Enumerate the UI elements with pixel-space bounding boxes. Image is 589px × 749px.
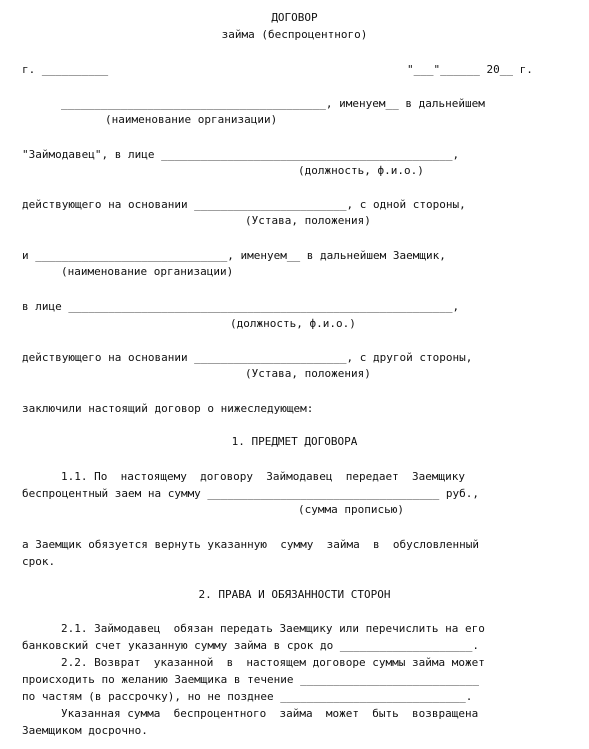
lender-basis-hint: (Устава, положения) <box>245 214 371 227</box>
clause-2-1-line2: банковский счет указанную сумму займа в срок до ____________________. <box>22 639 479 652</box>
concluded-line: заключили настоящий договор о нижеследующем: <box>22 402 314 415</box>
party1-hint: (наименование организации) <box>105 113 278 126</box>
section1-heading: 1. ПРЕДМЕТ ДОГОВОРА <box>231 435 358 448</box>
date-line: "___"______ 20__ г. <box>407 63 533 76</box>
document-subtitle: займа (беспроцентного) <box>221 28 368 41</box>
party2-line: и _____________________________, именуем__ в дальнейшем Заемщик, <box>22 249 446 262</box>
lender-role-hint: (должность, ф.и.о.) <box>298 164 424 177</box>
section2-heading: 2. ПРАВА И ОБЯЗАННОСТИ СТОРОН <box>198 588 391 601</box>
party1-line: ________________________________________, именуем__ в дальнейшем <box>61 97 485 110</box>
borrower-basis-hint: (Устава, положения) <box>245 367 371 380</box>
document-title: ДОГОВОР <box>271 11 318 24</box>
lender-role-line: "Займодавец", в лице ____________________________________________, <box>22 148 460 161</box>
place-line: г. __________ <box>22 63 109 76</box>
borrower-basis-line: действующего на основании _______________________, с другой стороны, <box>22 351 473 364</box>
borrower-role-hint: (должность, ф.и.о.) <box>230 317 356 330</box>
clause-2-2-line2: происходить по желанию Заемщика в течение ___________________________ <box>22 673 479 686</box>
early-return-line2: Заемщиком досрочно. <box>22 724 148 737</box>
return-line1: а Заемщик обязуется вернуть указанную сумму займа в обусловленный <box>22 538 479 551</box>
return-line2: срок. <box>22 555 56 568</box>
clause-2-2-line3: по частям (в рассрочку), но не позднее ____________________________. <box>22 690 473 703</box>
clause-1-1-line2: беспроцентный заем на сумму ___________________________________ руб., <box>22 487 479 500</box>
sum-hint: (сумма прописью) <box>298 503 404 516</box>
early-return-line1: Указанная сумма беспроцентного займа может быть возвращена <box>61 707 479 720</box>
borrower-role-line: в лице __________________________________________________________, <box>22 300 460 313</box>
clause-1-1-line1: 1.1. По настоящему договору Займодавец передает Заемщику <box>61 470 465 483</box>
clause-2-2-line1: 2.2. Возврат указанной в настоящем договоре суммы займа может <box>61 656 485 669</box>
lender-basis-line: действующего на основании _______________________, с одной стороны, <box>22 198 466 211</box>
party2-hint: (наименование организации) <box>61 265 234 278</box>
clause-2-1-line1: 2.1. Займодавец обязан передать Заемщику или перечислить на его <box>61 622 485 635</box>
